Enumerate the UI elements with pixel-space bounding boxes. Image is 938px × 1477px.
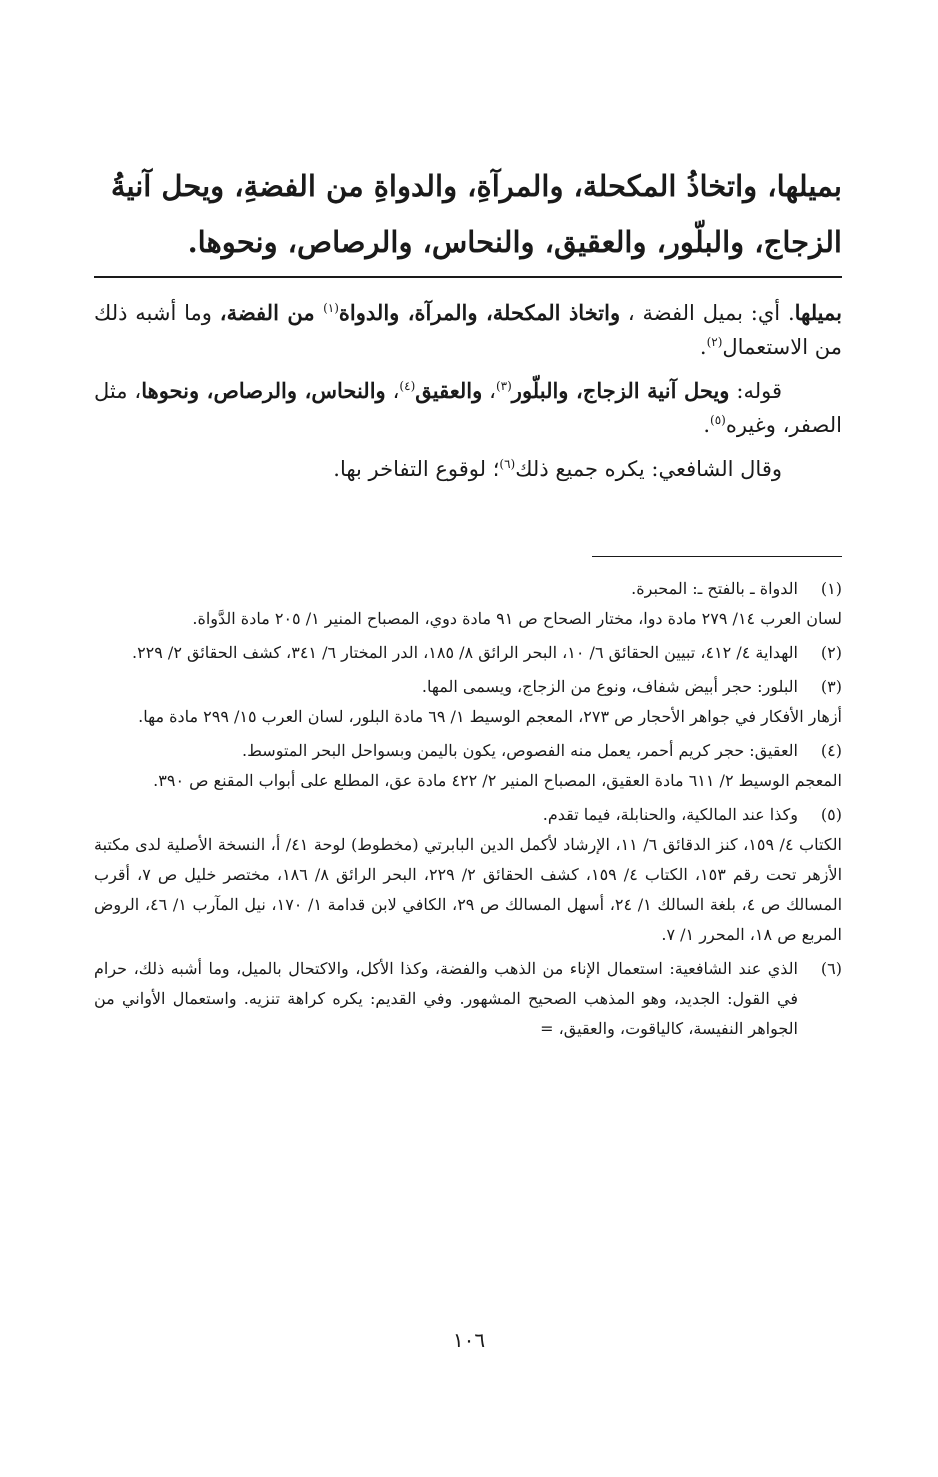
footnote-source: أزهار الأفكار في جواهر الأحجار ص ٢٧٣، المعجم الوسيط ١/ ٦٩ مادة البلور، لسان العرب ١٥/ ٢٩٩ مادة مها.: [138, 707, 842, 726]
plain-text: ،: [385, 379, 400, 403]
plain-text: قوله:: [729, 379, 783, 403]
footnote-number: (٤): [820, 741, 842, 760]
footnote-text: وكذا عند المالكية، والحنابلة، فيما تقدم.: [542, 805, 798, 824]
footnote-ref: (٢): [706, 335, 723, 349]
footnote-ref: (٥): [710, 413, 726, 427]
footnotes: [94, 574, 842, 1048]
footnote-text: البلور: حجر أبيض شفاف، ونوع من الزجاج، ويسمى المها.: [421, 677, 798, 696]
bold-text: واتخاذ المكحلة، والمرآة، والدواة: [338, 300, 621, 325]
footnote-number: (١): [820, 579, 842, 598]
main-divider: [94, 276, 842, 278]
footnote-ref: (١): [323, 301, 339, 315]
footnote-ref: (٦): [499, 457, 516, 471]
footnote-source: الكتاب ٤/ ١٥٩، كنز الدقائق ٦/ ١١، الإرشاد لأكمل الدين البابرتي (مخطوط) لوحة ٤١/ أ، النسخة الأصلية لدى مكتبة الأزهر تحت رقم ١٥٣، الكتاب ٤/ ١٥٩، كشف الحقائق ٢/ ٢٢٩، البحر الرائق ٨/ ١٨٦، مختصر خليل ص ٧، أقرب المسالك ص ٤، بلغة السالك ١/ ٢٤، أسهل المسالك ص ٢٩، الكافي لابن قدامة ١/ ١٧٠، نيل المآرب ١/ ٤٦، الروض المربع ص ١٨، المحرر ١/ ٧.: [94, 835, 843, 944]
footnote-6: [94, 954, 842, 1044]
commentary-paragraph-1: [94, 296, 842, 364]
matn-line-2: الزجاج، والبلّور، والعقيق، والنحاس، والرصاص، ونحوها.: [187, 225, 842, 259]
page-number: ١٠٦: [452, 1328, 486, 1352]
footnote-text: الدواة ـ بالفتح ـ: المحبرة.: [631, 579, 798, 598]
bold-text: والنحاس، والرصاص، ونحوها: [141, 378, 386, 403]
footnote-3: [94, 672, 842, 732]
footnote-text: العقيق: حجر كريم أحمر، يعمل منه الفصوص، يكون باليمن وبسواحل البحر المتوسط.: [242, 741, 798, 760]
bold-text: من الفضة،: [219, 300, 324, 325]
matn-text: [96, 158, 842, 270]
footnote-1: [94, 574, 842, 634]
footnote-number: (٥): [820, 805, 842, 824]
commentary-paragraph-3: [94, 452, 842, 486]
footnote-number: (٣): [820, 677, 842, 696]
plain-text: وما أشبه ذلك من الاستعمال: [94, 301, 842, 359]
footnote-number: (٢): [820, 643, 842, 662]
commentary-paragraph-2: [94, 374, 842, 442]
bold-text: والعقيق: [415, 378, 483, 403]
bold-text: ويحل آنية الزجاج، والبلّور: [511, 378, 730, 403]
plain-text: . أي: بميل الفضة ،: [620, 301, 795, 325]
footnote-text: الهداية ٤/ ٤١٢، تبيين الحقائق ٦/ ١٠، البحر الرائق ٨/ ١٨٥، الدر المختار ٦/ ٣٤١، كشف الحقائق ٢/ ٢٢٩.: [131, 643, 798, 662]
footnote-5: [94, 800, 842, 950]
plain-text: ؛ لوقوع التفاخر بها.: [333, 457, 500, 481]
footnote-source: المعجم الوسيط ٢/ ٦١١ مادة العقيق، المصباح المنير ٢/ ٤٢٢ مادة عق، المطلع على أبواب المقنع ص ٣٩٠.: [153, 771, 842, 790]
footnote-2: [94, 638, 842, 668]
footnote-4: [94, 736, 842, 796]
plain-text: وقال الشافعي: يكره جميع ذلك: [515, 457, 782, 481]
footnote-divider: [592, 556, 842, 557]
commentary: [94, 296, 842, 496]
footnote-number: (٦): [820, 959, 842, 978]
plain-text: ، مثل الصفر، وغيره: [94, 379, 842, 437]
plain-text: .: [703, 413, 711, 437]
footnote-ref: (٤): [399, 379, 416, 393]
footnote-source: لسان العرب ١٤/ ٢٧٩ مادة دوا، مختار الصحاح ص ٩١ مادة دوي، المصباح المنير ١/ ٢٠٥ مادة الدَّواة.: [192, 609, 842, 628]
matn-line-1: بميلها، واتخاذُ المكحلة، والمرآةِ، والدواةِ من الفضةِ، ويحل آنيةُ: [110, 169, 842, 203]
footnote-ref: (٣): [495, 379, 512, 393]
bold-text: بميلها: [794, 300, 843, 325]
footnote-text: الذي عند الشافعية: استعمال الإناء من الذهب والفضة، وكذا الأكل، والاكتحال بالميل، وما أشبه ذلك، حرام في القول: الجديد، وهو المذهب الصحيح المشهور. وفي القديم: يكره كراهة تنزيه. واستعمال الأواني من الجواهر النفيسة، كالياقوت، والعقيق، =: [94, 959, 798, 1038]
plain-text: .: [699, 335, 707, 359]
plain-text: ،: [482, 379, 496, 403]
